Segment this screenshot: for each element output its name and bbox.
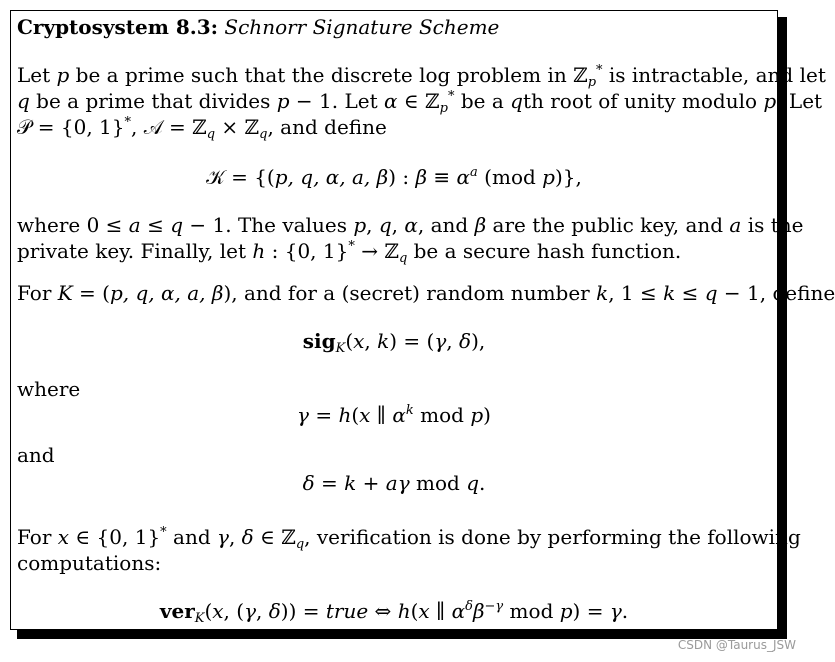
where-label: where	[17, 377, 81, 401]
para4-line2: computations:	[17, 551, 162, 575]
para1-line3: 𝒫 = {0, 1}*, 𝒜 = ℤ$_q$ × ℤ$_q$, and define	[17, 115, 387, 142]
equation-verify: ver$_K$(x, (γ, δ)) = true ⇔ h(x ∥ $\alpha^\delta\beta^{-\gamma}$ mod p) = γ.	[159, 599, 629, 626]
equation-signature: sig$_K$(x, k) = (γ, δ),	[302, 329, 486, 356]
and-label: and	[17, 443, 55, 467]
para4-line1: For x ∈ {0, 1}* and γ, δ ∈ ℤ$_q$, verification is done by performing the following	[17, 525, 801, 552]
box-title	[17, 15, 499, 39]
title-name: Schnorr Signature Scheme	[224, 15, 500, 39]
para2-line1: where 0 ≤ a ≤ q − 1. The values p, q, α, and β are the public key, and a is the	[17, 213, 804, 237]
equation-keyspace: 𝒦 = {(p, q, α, a, β) : $\beta \equiv \alpha^a$ (mod p)},	[206, 165, 582, 189]
watermark: CSDN @Taurus_JSW	[677, 638, 796, 652]
equation-delta: δ = k + aγ mod q.	[302, 471, 486, 495]
para1-line2: q be a prime that divides p − 1. Let α ∈ ℤ$_p$* be a qth root of unity modulo p. Let	[17, 89, 823, 116]
para1-line1: Let p be a prime such that the discrete log problem in ℤ$_p$* is intractable, and let	[17, 63, 826, 90]
cryptosystem-box	[10, 10, 835, 630]
title-label: Cryptosystem 8.3:	[17, 15, 219, 39]
para2-line2: private key. Finally, let h : {0, 1}* → ℤ$_q$ be a secure hash function.	[17, 239, 682, 266]
equation-gamma: γ = h(x ∥ $\alpha^k$ mod p)	[297, 403, 491, 427]
para3-line1: For K = (p, q, α, a, β), and for a (secret) random number k, 1 ≤ k ≤ q − 1, define	[17, 281, 835, 305]
